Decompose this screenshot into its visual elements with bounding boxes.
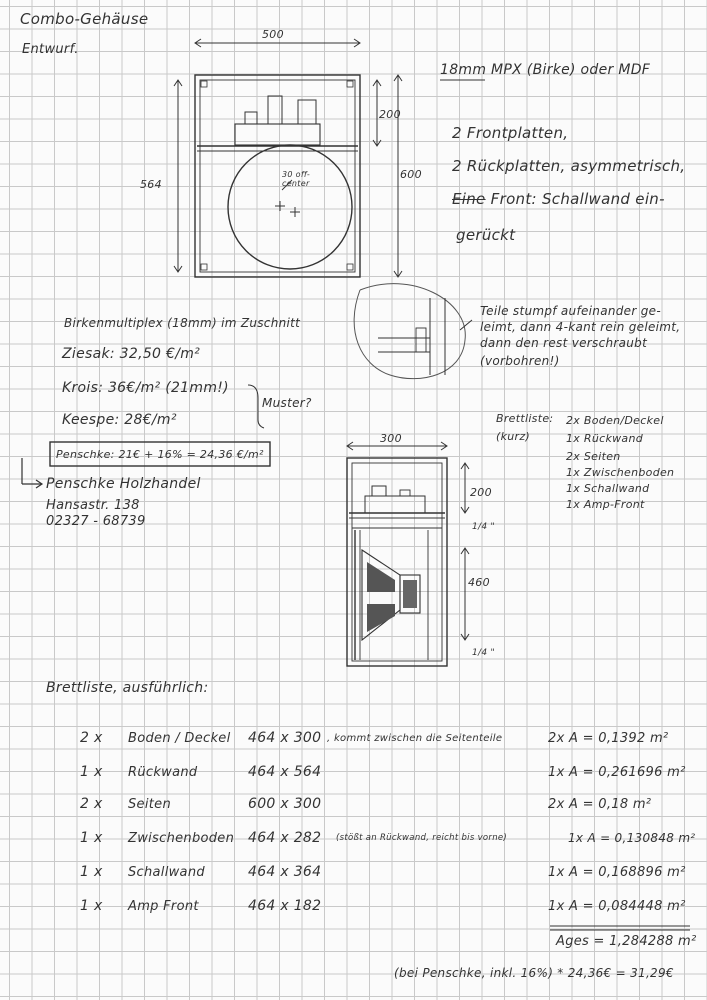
front-view-outline (195, 75, 360, 277)
row-part: Seiten (128, 797, 171, 812)
row-part: Zwischenboden (128, 831, 235, 846)
row-qty: 2 x (80, 730, 103, 746)
speaker-cone-top (367, 562, 395, 592)
row-note: (stößt an Rückwand, reicht bis vorne) (336, 833, 508, 843)
supplier-header: Birkenmultiplex (18mm) im Zuschnitt (64, 316, 301, 330)
speaker-cone-bottom (367, 604, 395, 632)
contact-street: Hansastr. 138 (46, 498, 140, 513)
row-qty: 1 x (80, 830, 103, 846)
row-dims: 464 x 564 (248, 764, 322, 780)
row-area: 1x A = 0,084448 m² (548, 899, 686, 914)
brettliste-kurz-item: 1x Schallwand (566, 482, 650, 495)
row-part: Boden / Deckel (128, 731, 231, 746)
total-area: Ages = 1,284288 m² (556, 934, 697, 949)
brettliste-kurz-item: 2x Seiten (566, 450, 621, 463)
side-bottom-label: 460 (468, 576, 490, 589)
penschke-calc: Penschke: 21€ + 16% = 24,36 €/m² (56, 448, 264, 461)
note-line-1: 2 Frontplatten, (452, 124, 569, 142)
row-part: Amp Front (128, 899, 199, 914)
joint-note-2: leimt, dann 4-kant rein geleimt, (480, 320, 681, 334)
front-top-label: 200 (379, 108, 401, 121)
row-area: 2x A = 0,1392 m² (548, 731, 669, 746)
contact-phone: 02327 - 68739 (46, 514, 146, 529)
row-dims: 600 x 300 (248, 796, 322, 812)
brettliste-kurz-title: Brettliste: (496, 412, 554, 425)
side-gap-2: 1/4 " (472, 648, 495, 658)
supplier-ziesak: Ziesak: 32,50 €/m² (62, 346, 201, 362)
row-area: 2x A = 0,18 m² (548, 797, 652, 812)
page-title: Combo-Gehäuse (20, 10, 149, 28)
supplier-name: Krois (62, 380, 99, 396)
row-part: Schallwand (128, 865, 205, 880)
supplier-price: 32,50 €/m² (119, 346, 201, 362)
supplier-name: Keespe (62, 412, 115, 428)
row-part: Rückwand (128, 765, 198, 780)
supplier-name: Ziesak (62, 346, 110, 362)
row-dims: 464 x 364 (248, 864, 322, 880)
contact-name: Penschke Holzhandel (46, 476, 201, 492)
note-struck-word: Eine (452, 190, 486, 208)
page-subtitle: Entwurf. (22, 42, 79, 57)
side-top-label: 200 (470, 486, 492, 499)
row-qty: 2 x (80, 796, 103, 812)
row-dims: 464 x 182 (248, 898, 322, 914)
row-note: , kommt zwischen die Seitenteile (327, 733, 503, 744)
total-cost: (bei Penschke, inkl. 16%) * 24,36€ = 31,29€ (394, 966, 674, 980)
note-line-2: 2 Rückplatten, asymmetrisch, (452, 157, 686, 175)
brettliste-kurz-subtitle: (kurz) (496, 430, 531, 443)
muster-note: Muster? (262, 396, 312, 410)
offset-label: 30 off-center (282, 170, 311, 188)
joint-note-3: dann den rest verschraubt (480, 336, 648, 350)
brettliste-kurz-item: 1x Zwischenboden (566, 466, 675, 479)
front-height-label: 600 (400, 168, 422, 181)
note-line-3-text: Front: Schallwand ein- (490, 190, 665, 208)
row-area: 1x A = 0,261696 m² (548, 765, 686, 780)
joint-note-4: (vorbohren!) (480, 354, 560, 368)
row-dims: 464 x 300 (248, 730, 322, 746)
supplier-krois: Krois: 36€/m² (21mm!) (62, 380, 229, 396)
speaker-circle (228, 145, 352, 269)
supplier-price: 28€/m² (124, 412, 177, 428)
brettliste-kurz-item: 1x Amp-Front (566, 498, 645, 511)
row-area: 1x A = 0,130848 m² (568, 831, 696, 845)
joint-note-1: Teile stumpf aufeinander ge- (480, 304, 661, 318)
supplier-price: 36€/m² (21mm!) (107, 380, 229, 396)
side-gap-1: 1/4 " (472, 522, 495, 532)
supplier-keespe: Keespe: 28€/m² (62, 412, 177, 428)
note-line-4: gerückt (456, 226, 516, 244)
row-qty: 1 x (80, 864, 103, 880)
material-note: 18mm MPX (Birke) oder MDF (440, 62, 651, 78)
side-depth-label: 300 (380, 432, 402, 445)
brettliste-lang-title: Brettliste, ausführlich: (46, 680, 209, 696)
row-qty: 1 x (80, 898, 103, 914)
brettliste-kurz-item: 1x Rückwand (566, 432, 644, 445)
front-width-label: 500 (262, 28, 284, 41)
row-qty: 1 x (80, 764, 103, 780)
front-inner-height-label: 564 (140, 178, 162, 191)
row-area: 1x A = 0,168896 m² (548, 865, 686, 880)
row-dims: 464 x 282 (248, 830, 322, 846)
note-line-3 (452, 190, 665, 208)
brettliste-kurz-item: 2x Boden/Deckel (566, 414, 664, 427)
